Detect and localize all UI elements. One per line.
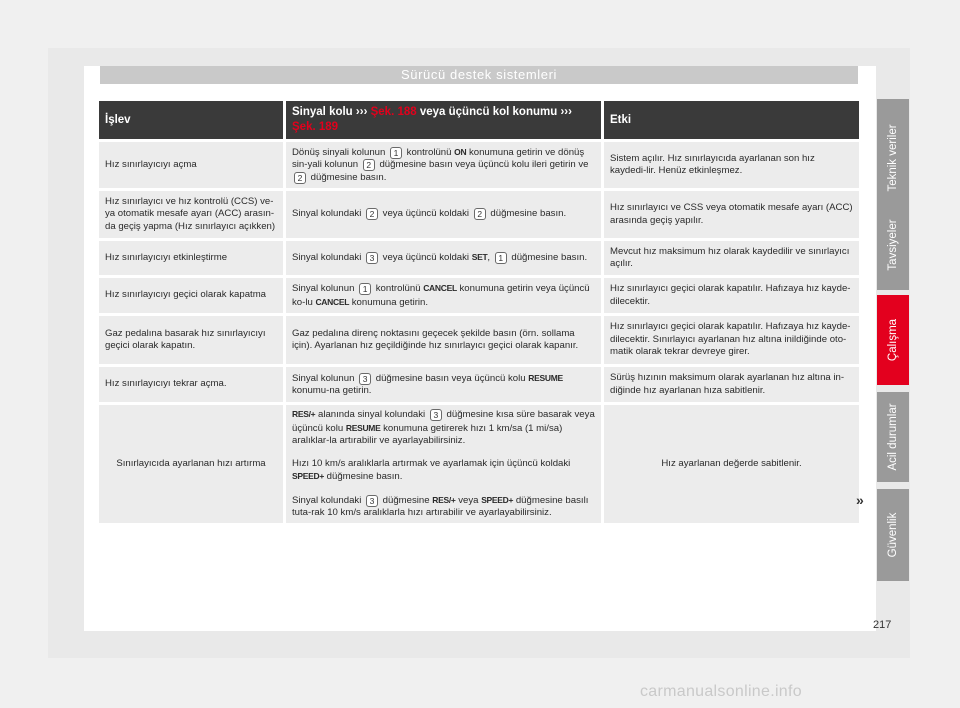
cell-function: Hız sınırlayıcı ve hız kontrolü (CCS) ve-ya otomatik mesafe ayarı (ACC) arasın-da geçiş yapma (Hız sınırlayıcı açıkken) — [99, 188, 283, 238]
number-badge: 3 — [366, 252, 378, 264]
control-symbol: SPEED+ — [292, 471, 324, 481]
header-ref-a[interactable]: Şek. 188 — [367, 106, 417, 118]
control-symbol: CANCEL — [315, 296, 350, 307]
function-table — [99, 101, 859, 523]
control-symbol: RES/+ — [432, 494, 456, 505]
header-effect: Etki — [601, 101, 859, 139]
action-paragraph: Sinyal kolundaki 3 düğmesine RES/+ veya SPEED+ düğmesine basılı tuta-rak 10 km/s aralıklarla hızı artırabilir ve ayarlayabilirsiniz. — [292, 494, 589, 518]
cell-action: Gaz pedalına direnç noktasını geçecek şekilde basın (örn. sollama için). Ayarlanan hız geçildiğinde hız sınırlayıcı geçici olarak kapanır. — [283, 313, 601, 364]
cell-function: Hız sınırlayıcıyı açma — [99, 139, 283, 188]
control-symbol: ON — [454, 146, 467, 157]
action-paragraph: Hızı 10 km/s aralıklarla artırmak ve ayarlamak için üçüncü koldaki SPEED+ düğmesine basın. — [292, 457, 571, 482]
control-symbol: RESUME — [345, 422, 381, 433]
number-badge: 2 — [363, 159, 375, 171]
cell-action: Sinyal kolunun 3 düğmesine basın veya üçüncü kolu RESUME konumu-na getirin. — [283, 364, 601, 402]
table-row — [99, 139, 859, 188]
header-arrow-b: ››› — [560, 106, 572, 118]
cell-function: Hız sınırlayıcıyı etkinleştirme — [99, 238, 283, 275]
tab-label: Acil durumlar — [887, 403, 899, 471]
cell-effect: Sürüş hızının maksimum olarak ayarlanan hız altına in-diğinde hız ayarlanan hıza sabitlenir. — [601, 364, 859, 402]
control-symbol: SET — [471, 252, 488, 263]
table-row — [99, 313, 859, 364]
page-number: 217 — [873, 619, 892, 631]
cell-function: Sınırlayıcıda ayarlanan hızı artırma — [99, 402, 283, 523]
cell-effect: Sistem açılır. Hız sınırlayıcıda ayarlanan son hız kaydedi-lir. Henüz etkinleşmez. — [601, 139, 859, 188]
cell-action: Sinyal kolunun 1 kontrolünü CANCEL konumuna getirin veya üçüncü ko-lu CANCEL konumuna getirin. — [283, 275, 601, 313]
number-badge: 3 — [359, 373, 371, 385]
number-badge: 2 — [294, 172, 306, 184]
cell-function: Gaz pedalına basarak hız sınırlayıcıyı geçici olarak kapatın. — [99, 313, 283, 364]
page-title: Sürücü destek sistemleri — [100, 66, 858, 84]
cell-action — [283, 402, 601, 523]
tab-tavsiyeler[interactable] — [877, 200, 909, 290]
cell-action: Dönüş sinyali kolunun 1 kontrolünü ON konumuna getirin ve dönüş sin-yali kolunun 2 düğmesine basın veya üçüncü kolu ileri getirin ve 2 düğmesine basın. — [283, 139, 601, 188]
tab-label: Teknik veriler — [887, 124, 899, 192]
tab-label: Çalışma — [887, 318, 899, 362]
table-row — [99, 275, 859, 313]
cell-action: Sinyal kolundaki 2 veya üçüncü koldaki 2 düğmesine basın. — [283, 188, 601, 238]
number-badge: 3 — [430, 409, 442, 421]
cell-effect: Hız sınırlayıcı geçici olarak kapatılır. Hafızaya hız kayde-dilecektir. Sınırlayıcı ayarlanan hız altına inildiğinde oto-matik olarak tekrar devreye girer. — [601, 313, 859, 364]
action-paragraph: RES/+ alanında sinyal kolundaki 3 düğmesine kısa süre basarak veya üçüncü kolu RESUME konumuna getirerek hızı 1 km/sa (1 mi/sa) aralıklar-la artırabilir ve ayarlayabilirsiniz. — [292, 409, 595, 446]
cell-effect: Mevcut hız maksimum hız olarak kaydedilir ve sınırlayıcı açılır. — [601, 238, 859, 275]
header-control-a: Sinyal kolu — [292, 106, 356, 118]
header-control — [283, 101, 601, 139]
header-ref-b[interactable]: Şek. 189 — [292, 121, 339, 133]
cell-function: Hız sınırlayıcıyı geçici olarak kapatma — [99, 275, 283, 313]
control-symbol: RESUME — [528, 372, 563, 383]
table-row — [99, 364, 859, 402]
control-symbol: SPEED+ — [481, 494, 514, 505]
header-control-b: veya üçüncü kol konumu — [416, 106, 561, 118]
tab-label: Güvenlik — [887, 512, 899, 558]
number-badge: 1 — [359, 283, 371, 295]
cell-effect: Hız ayarlanan değerde sabitlenir. — [601, 402, 859, 523]
table-row — [99, 188, 859, 238]
number-badge: 2 — [474, 208, 486, 220]
cell-function: Hız sınırlayıcıyı tekrar açma. — [99, 364, 283, 402]
header-function: İşlev — [99, 101, 283, 139]
number-badge: 1 — [390, 147, 402, 159]
cell-effect: Hız sınırlayıcı ve CSS veya otomatik mesafe ayarı (ACC) arasında geçiş yapılır. — [601, 188, 859, 238]
cell-effect: Hız sınırlayıcı geçici olarak kapatılır. Hafızaya hız kayde-dilecektir. — [601, 275, 859, 313]
control-symbol: RES/+ — [292, 409, 316, 419]
tab-acil-durumlar[interactable] — [877, 392, 909, 482]
control-symbol: CANCEL — [423, 283, 457, 293]
watermark: carmanualsonline.info — [640, 683, 802, 700]
cell-action: Sinyal kolundaki 3 veya üçüncü koldaki SET, 1 düğmesine basın. — [283, 238, 601, 275]
table-header-row — [99, 101, 859, 139]
table-row — [99, 402, 859, 523]
header-arrow-a: ››› — [355, 106, 368, 118]
number-badge: 1 — [495, 252, 507, 264]
tab-guvenlik[interactable] — [877, 489, 909, 581]
continue-mark: » — [856, 492, 864, 508]
table-row — [99, 238, 859, 275]
tab-calisma[interactable] — [877, 295, 909, 385]
number-badge: 2 — [366, 208, 378, 220]
tab-label: Tavsiyeler — [887, 219, 899, 271]
number-badge: 3 — [366, 495, 378, 507]
